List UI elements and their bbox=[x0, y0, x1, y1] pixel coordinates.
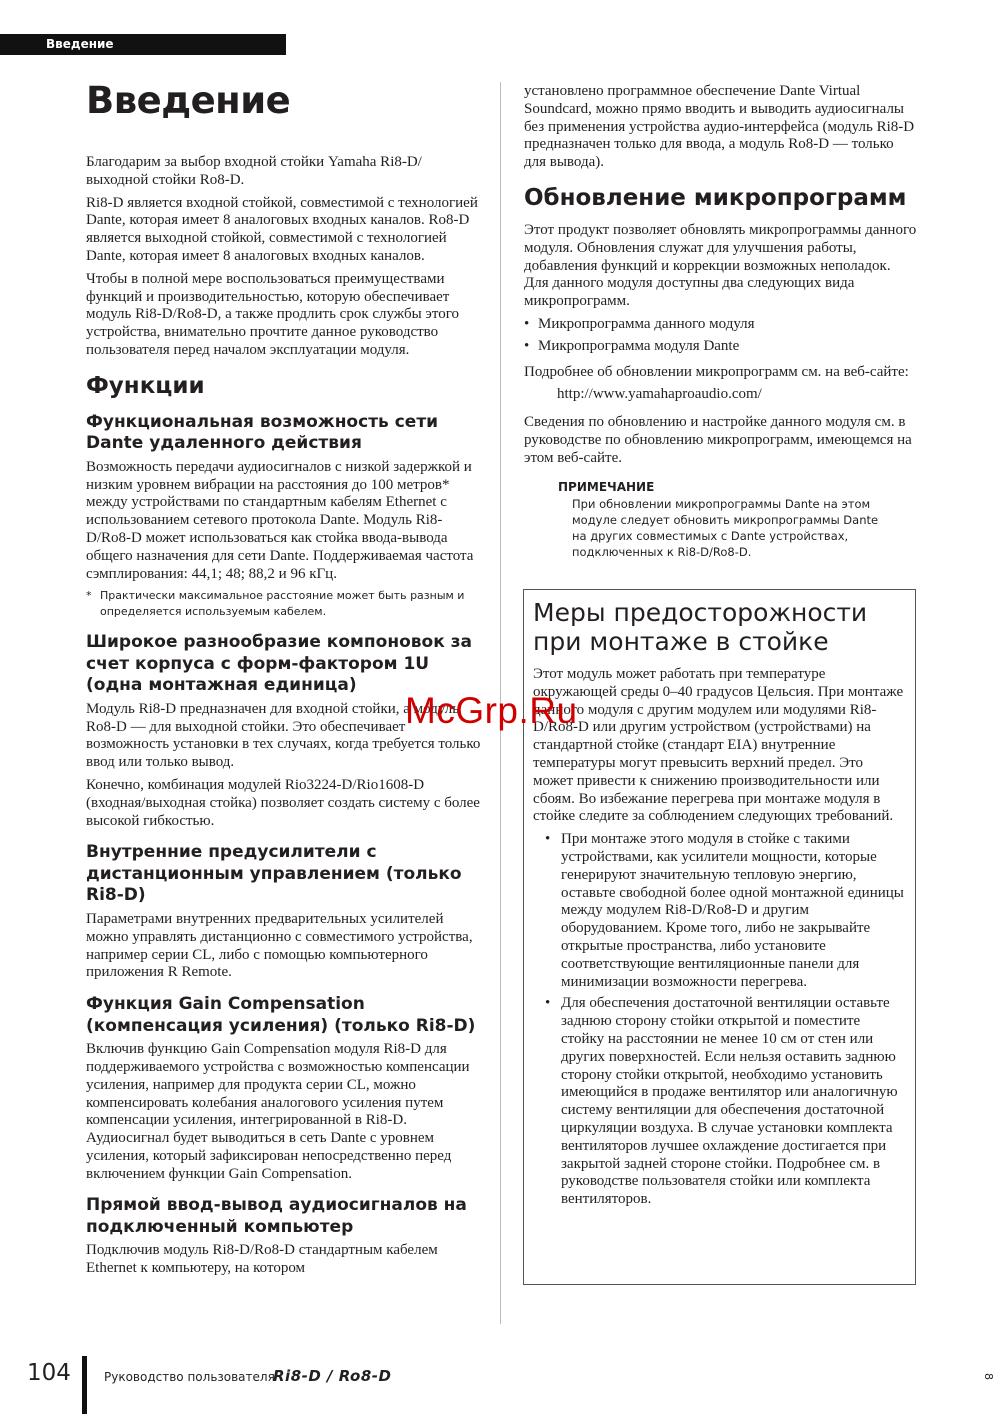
firmware-heading: Обновление микропрограмм bbox=[524, 184, 907, 211]
precautions-list bbox=[533, 831, 905, 1209]
list-item: • Микропрограмма данного модуля bbox=[524, 316, 917, 334]
list-item: • При монтаже этого модуля в стойке с такими устройствами, как усилители мощности, которые генерируют значительную тепловую энергию, оставьте свободной более одной монтажной единицы между модулем Ri8-D/Ro8-D и другим оборудованием. Кроме того, либо не закрывайте открытые пространства, либо установите соответствующие вентиляционные панели для минимизации возможности перегрева. bbox=[533, 831, 905, 991]
info-paragraph: Сведения по обновлению и настройке данного модуля см. в руководстве по обновлению микропрограмм, имеющемся на этом веб-сайте. bbox=[524, 414, 912, 466]
note-body: При обновлении микропрограммы Dante на этом модуле следует обновить микропрограммы Dante на других совместимых с Dante устройствах, подключенных к Ri8-D/Ro8-D. bbox=[572, 496, 879, 559]
right-column bbox=[524, 83, 917, 560]
page-number: 104 bbox=[27, 1360, 71, 1386]
feature-heading: Внутренние предусилители с дистанционным управлением (только Ri8-D) bbox=[86, 842, 462, 906]
precautions-heading: Меры предосторожности при монтаже в стойке bbox=[533, 598, 868, 656]
side-mark: 8 bbox=[982, 1373, 995, 1380]
footer-model-logo: Ri8-D / Ro8-D bbox=[273, 1367, 392, 1385]
left-column bbox=[86, 78, 481, 1283]
continuation-paragraph: установлено программное обеспечение Dante Virtual Soundcard, можно прямо вводить и выводить аудиосигналы без применения устройства аудио-интерфейса (модуль Ri8-D предназначен только для ввода, а модуль Ro8-D — только для вывода). bbox=[524, 83, 915, 171]
feature-heading: Широкое разнообразие компоновок за счет корпуса с форм-фактором 1U (одна монтажная единица) bbox=[86, 632, 473, 696]
feature-body: Параметрами внутренних предварительных усилителей можно управлять дистанционно с совместимого устройства, например серии CL, либо с помощью компьютерного приложения R Remote. bbox=[86, 910, 473, 981]
firmware-list bbox=[524, 316, 917, 356]
more-info-text: Подробнее об обновлении микропрограмм см. на веб-сайте: bbox=[524, 363, 909, 380]
feature-body: Модуль Ri8-D предназначен для входной стойки, а модуль Ro8-D — для выходной стойки. Это обеспечивает возможность установки в тех случаях, когда требуется только ввод или только вывод. bbox=[86, 700, 481, 771]
intro-paragraph: Ri8-D является входной стойкой, совместимой с технологией Dante, которая имеет 8 аналоговых входных каналов. Ro8-D является выходной стойкой, совместимой с технологией Dante, которая имеет 8 аналоговых входных каналов. bbox=[86, 194, 478, 264]
footer-guide-title: Руководство пользователя bbox=[104, 1370, 275, 1384]
page-title: Введение bbox=[86, 79, 291, 122]
feature-body: Включив функцию Gain Compensation модуля Ri8-D для поддерживаемого устройства с возможностью компенсации усиления, например для продукта серии CL, можно компенсировать колебания аналогового усиления путем компенсации усиления, интегрированной в Ri8-D. Аудиосигнал будет выводиться в сеть Dante с уровнем усиления, который зафиксирован непосредственно перед включением функции Gain Compensation. bbox=[86, 1041, 470, 1182]
feature-body: Возможность передачи аудиосигналов с низкой задержкой и низким уровнем вибрации на расстояния до 100 метров* между устройствами по стандартным кабелям Ethernet с использованием сетевого протокола Dante. Модуль Ri8-D/Ro8-D может использоваться как стойка ввода-вывода общего назначения для сети Dante. Поддерживаемая частота сэмплирования: 44,1; 48; 88,2 и 96 кГц. bbox=[86, 458, 474, 582]
intro-paragraph: Благодарим за выбор входной стойки Yamaha Ri8-D/ выходной стойки Ro8-D. bbox=[86, 154, 422, 188]
functions-heading: Функции bbox=[86, 372, 205, 399]
website-link[interactable]: http://www.yamahaproaudio.com/ bbox=[557, 386, 762, 403]
note-heading: ПРИМЕЧАНИЕ bbox=[558, 479, 655, 494]
feature-body: Подключив модуль Ri8-D/Ro8-D стандартным кабелем Ethernet к компьютеру, на котором bbox=[86, 1242, 438, 1277]
list-item: • Микропрограмма модуля Dante bbox=[524, 338, 917, 356]
firmware-body: Этот продукт позволяет обновлять микропрограммы данного модуля. Обновления служат для улучшения работы, добавления функций и коррекции возможных неполадок. Для данного модуля доступны два следующих вида микропрограмм. bbox=[524, 221, 917, 310]
feature-heading: Функция Gain Compensation (компенсация усиления) (только Ri8-D) bbox=[86, 994, 476, 1036]
footnote-text: Практически максимальное расстояние может быть разным и определяется используемым кабелем. bbox=[100, 589, 465, 619]
watermark: McGrp.Ru bbox=[405, 690, 578, 731]
feature-heading: Прямой ввод-вывод аудиосигналов на подключенный компьютер bbox=[86, 1195, 467, 1237]
precautions-body: Этот модуль может работать при температуре окружающей среды 0–40 градусов Цельсия. При монтаже данного модуля с другим модулем или модулями Ri8-D/Ro8-D или другим устройством (устройствами) на стандартной стойке (стандарт EIA) внутренние температуры могут превысить верхний предел. Это может привести к снижению производительности или сбоям. Во избежание перегрева при монтаже модуля в стойке следите за соблюдением следующих требований. bbox=[533, 666, 904, 825]
list-item: • Для обеспечения достаточной вентиляции оставьте заднюю сторону стойки открытой и поместите стойку на расстоянии не менее 10 см от стен или других поверхностей. Если нельзя оставить заднюю сторону стойки открытой, необходимо установить имеющийся в продаже вентилятор или аналогичную систему вентиляции для обеспечения достаточной циркуляции воздуха. В случае установки комплекта вентиляторов лучшее охлаждение достигается при закрытой задней стороне стойки. Подробнее см. в руководстве пользователя стойки или комплекта вентиляторов. bbox=[533, 995, 905, 1209]
feature-heading: Функциональная возможность сети Dante удаленного действия bbox=[86, 411, 439, 454]
rack-mount-precautions-box bbox=[523, 589, 916, 1285]
footnote-mark: * bbox=[86, 589, 92, 603]
footnote bbox=[86, 588, 481, 620]
intro-paragraph: Чтобы в полной мере воспользоваться преимуществами функций и производительностью, которую обеспечивает модуль Ri8-D/Ro8-D, а также продлить срок службы этого устройства, внимательно прочтите данное руководство пользователя перед началом эксплуатации модуля. bbox=[86, 270, 460, 358]
feature-body: Конечно, комбинация модулей Rio3224-D/Rio1608-D (входная/выходная стойка) позволяет создать систему с более высокой гибкостью. bbox=[86, 777, 480, 829]
footer-rule bbox=[82, 1356, 87, 1414]
section-tab: Введение bbox=[0, 34, 286, 55]
